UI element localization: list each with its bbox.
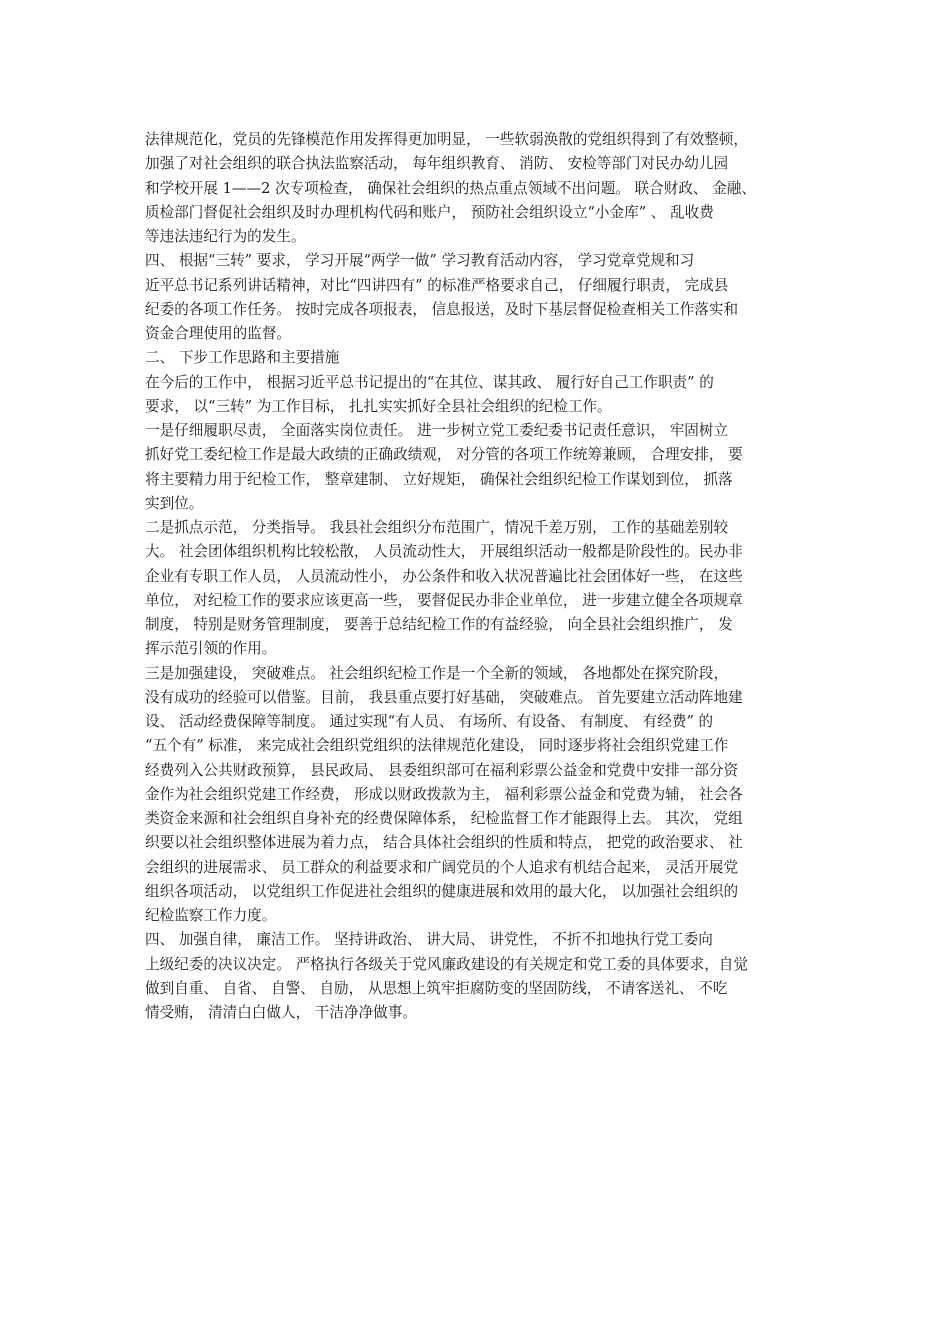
text-line: 设、 活动经费保障等制度。 通过实现“有人员、 有场所、有设备、 有制度、 有经费” 的	[145, 713, 714, 730]
text-line: 要求， 以“三转” 为工作目标， 扎扎实实抓好全县社会组织的纪检工作。	[145, 397, 612, 415]
text-line: 企业有专职工作人员， 人员流动性小， 办公条件和收入状况普遍比社会团体好一些， 在这些	[145, 567, 743, 585]
text-line: 挥示范引领的作用。	[145, 640, 277, 658]
document-page	[145, 128, 813, 1025]
text-line: 等违法违纪行为的发生。	[145, 228, 306, 245]
section-heading: 二、 下步工作思路和主要措施	[145, 349, 340, 367]
text-line: 纪委的各项工作任务。 按时完成各项报表， 信息报送，及时下基层督促检查相关工作落实和	[145, 300, 739, 318]
text-line: 资金合理使用的监督。	[145, 325, 291, 342]
text-line: 上级纪委的决议决定。 严格执行各级关于党风廉政建设的有关规定和党工委的具体要求，自觉	[145, 955, 748, 973]
text-line: 实到位。	[145, 494, 204, 512]
text-line: “五个有” 标准， 来完成社会组织党组织的法律规范化建设， 同时逐步将社会组织党建工作	[145, 737, 729, 755]
text-line: 金作为社会组织党建工作经费， 形成以财政拨款为主， 福利彩票公益金和党费为辅， 社会各	[145, 785, 743, 803]
text-line: 三是加强建设， 突破难点。 社会组织纪检工作是一个全新的领域， 各地都处在探究阶段，	[145, 664, 729, 682]
text-line: 组织各项活动， 以党组织工作促进社会组织的健康进展和效用的最大化， 以加强社会组织的	[145, 882, 739, 900]
text-line: 四、 根据“三转” 要求， 学习开展“两学一做” 学习教育活动内容， 学习党章党规和习	[145, 252, 695, 270]
text-line: 经费列入公共财政预算， 县民政局、 县委组织部可在福利彩票公益金和党费中安排一部分资	[145, 761, 739, 779]
text-line: 法律规范化，党员的先锋模范作用发挥得更加明显， 一些软弱涣散的党组织得到了有效整顿，	[145, 131, 748, 148]
text-line: 没有成功的经验可以借鉴。目前， 我县重点要打好基础， 突破难点。 首先要建立活动阵地建	[145, 688, 743, 706]
text-line: 大。 社会团体组织机构比较松散， 人员流动性大， 开展组织活动一般都是阶段性的。民办非	[145, 543, 743, 561]
text-line: 制度， 特别是财务管理制度， 要善于总结纪检工作的有益经验， 向全县社会组织推广， 发	[145, 616, 733, 633]
text-line: 纪检监察工作力度。	[145, 907, 277, 924]
text-line: 单位， 对纪检工作的要求应该更高一些， 要督促民办非企业单位， 进一步建立健全各项规章	[145, 591, 743, 609]
text-line: 将主要精力用于纪检工作， 整章建制、 立好规矩， 确保社会组织纪检工作谋划到位， 抓落	[145, 470, 733, 488]
text-line: 和学校开展 1——2 次专项检查， 确保社会组织的热点重点领域不出问题。 联合财政、 金融、	[145, 179, 756, 197]
text-line: 近平总书记系列讲话精神，对比“四讲四有” 的标准严格要求自己， 仔细履行职责， 完成县	[145, 276, 729, 294]
text-line: 情受贿， 清清白白做人， 干洁净净做事。	[145, 1004, 417, 1021]
text-line: 类资金来源和社会组织自身补充的经费保障体系， 纪检监督工作才能跟得上去。 其次， 党组	[145, 810, 743, 827]
text-line: 在今后的工作中， 根据习近平总书记提出的“在其位、谋其政、 履行好自己工作职责” 的	[145, 373, 714, 391]
text-line: 二是抓点示范， 分类指导。 我县社会组织分布范围广，情况千差万别， 工作的基础差别较	[145, 519, 729, 536]
text-line: 四、 加强自律， 廉洁工作。 坚持讲政治、 讲大局、 讲党性， 不折不扣地执行党工委向	[145, 931, 713, 949]
text-line: 加强了对社会组织的联合执法监察活动， 每年组织教育、 消防、 安检等部门对民办幼儿园	[145, 155, 729, 173]
text-line: 会组织的进展需求、 员工群众的利益要求和广阔党员的个人追求有机结合起来， 灵活开展党	[145, 858, 739, 876]
text-line: 做到自重、 自省、 自警、 自励， 从思想上筑牢拒腐防变的坚固防线， 不请客送礼、 不吃	[145, 979, 728, 997]
text-line: 一是仔细履职尽责， 全面落实岗位责任。 进一步树立党工委纪委书记责任意识， 牢固树立	[145, 422, 729, 439]
text-line: 质检部门督促社会组织及时办理机构代码和账户， 预防社会组织设立“小金库” 、 乱收费	[145, 203, 714, 221]
text-line: 抓好党工委纪检工作是最大政绩的正确政绩观， 对分管的各项工作统筹兼顾， 合理安排， 要	[145, 446, 743, 464]
text-line: 织要以社会组织整体进展为着力点， 结合具体社会组织的性质和特点， 把党的政治要求、 社	[145, 834, 743, 852]
